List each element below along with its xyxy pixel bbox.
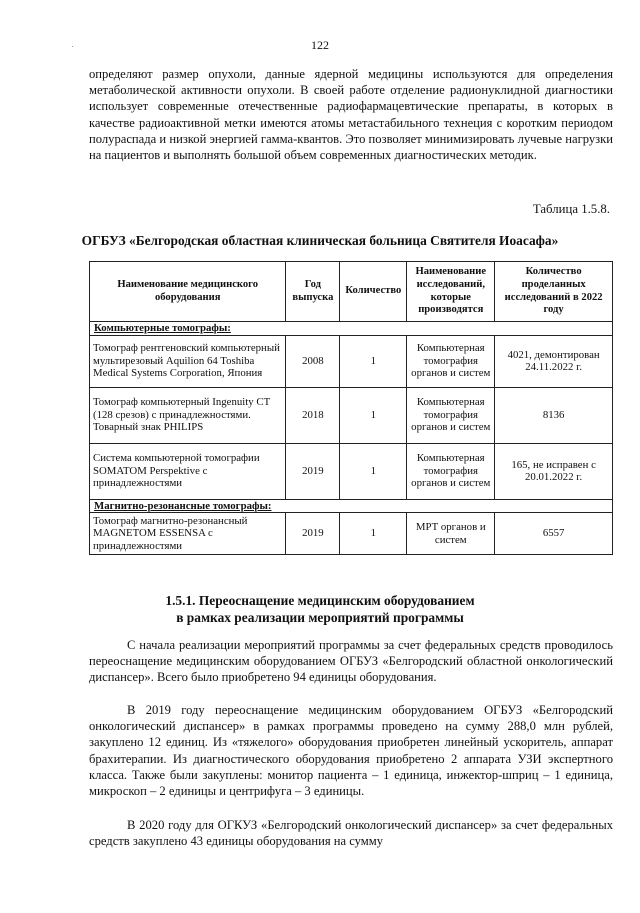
section-paragraph-1: С начала реализации мероприятий программы за счет федеральных средств проводилось переоснащение медицинским оборудованием ОГБУЗ «Белгородский областной онкологический диспансер». Всего было приобретено 94 единицы оборудования. [89,638,613,685]
research-cell: Компьютерная томография органов и систем [407,387,495,443]
table-row [90,387,613,443]
quantity-cell: 1 [340,387,407,443]
intro-paragraph: определяют размер опухоли, данные ядерной медицины используются для определения метаболической активности опухоли. В своей работе отделение радионуклидной диагностики использует современные отечественные радиофармацевтические препараты, в которых в качестве радиоактивной метки имеются атомы метастабильного технеция с коротким периодом полураспада и низкой энергией гамма-квантов. Это позволяет минимизировать лучевые нагрузки на пациентов и выполнять большой объем современных диагностических методик. [89,67,613,163]
table-row [90,513,613,555]
table-row [90,335,613,387]
table-caption: Таблица 1.5.8. [532,202,610,216]
count-cell: 8136 [495,387,613,443]
equipment-table [89,261,613,555]
page-number: 122 [311,38,329,52]
header-year: Год выпуска [286,262,340,322]
section-heading [0,592,640,626]
group-row-mri [90,499,613,513]
section-heading-line1: 1.5.1. Переоснащение медицинским оборудованием [165,593,475,608]
count-cell: 4021, демонтирован 24.11.2022 г. [495,335,613,387]
research-cell: МРТ органов и систем [407,513,495,555]
group-label: Компьютерные томографы: [90,322,613,336]
quantity-cell: 1 [340,443,407,499]
count-cell: 165, не исправен с 20.01.2022 г. [495,443,613,499]
group-row-ct [90,322,613,336]
table-title: ОГБУЗ «Белгородская областная клиническая больница Святителя Иоасафа» [81,233,559,248]
year-cell: 2008 [286,335,340,387]
research-cell: Компьютерная томография органов и систем [407,443,495,499]
table-row [90,443,613,499]
equipment-name-cell: Система компьютерной томографии SOMATOM Perspektive с принадлежностями [90,443,286,499]
quantity-cell: 1 [340,513,407,555]
year-cell: 2019 [286,443,340,499]
header-research-count: Количество проделанных исследований в 2022 году [495,262,613,322]
quantity-cell: 1 [340,335,407,387]
count-cell: 6557 [495,513,613,555]
research-cell: Компьютерная томография органов и систем [407,335,495,387]
section-heading-line2: в рамках реализации мероприятий программы [176,610,464,625]
table-header-row [90,262,613,322]
section-paragraph-2: В 2019 году переоснащение медицинским оборудованием ОГБУЗ «Белгородский онкологический диспансер» в рамках программы проведено на сумму 288,0 млн рублей, закуплено 12 единиц. Из «тяжелого» оборудования приобретен линейный ускоритель, аппарат брахитерапии. Из диагностического оборудования приобретено 2 аппарата УЗИ экспертного класса. Также были закуплены: монитор пациента – 1 единица, инжектор-шприц – 1 единица, микроскоп – 2 единицы и центрифуга – 3 единицы. [89,703,613,799]
header-quantity: Количество [340,262,407,322]
header-research-types: Наименование исследований, которые производятся [407,262,495,322]
section-paragraph-3: В 2020 году для ОГКУЗ «Белгородский онкологический диспансер» за счет федеральных средств закуплено 43 единицы оборудования на сумму [89,818,613,849]
equipment-name-cell: Томограф магнитно-резонансный MAGNETOM ESSENSA с принадлежностями [90,513,286,555]
group-label: Магнитно-резонансные томографы: [90,499,613,513]
year-cell: 2019 [286,513,340,555]
equipment-name-cell: Томограф компьютерный Ingenuity CT (128 срезов) с принадлежностями. Товарный знак PHILIPS [90,387,286,443]
year-cell: 2018 [286,387,340,443]
header-equipment-name: Наименование медицинского оборудования [90,262,286,322]
equipment-name-cell: Томограф рентгеновский компьютерный мультирезовый Aquilion 64 Toshiba Medical Systems Corporation, Япония [90,335,286,387]
